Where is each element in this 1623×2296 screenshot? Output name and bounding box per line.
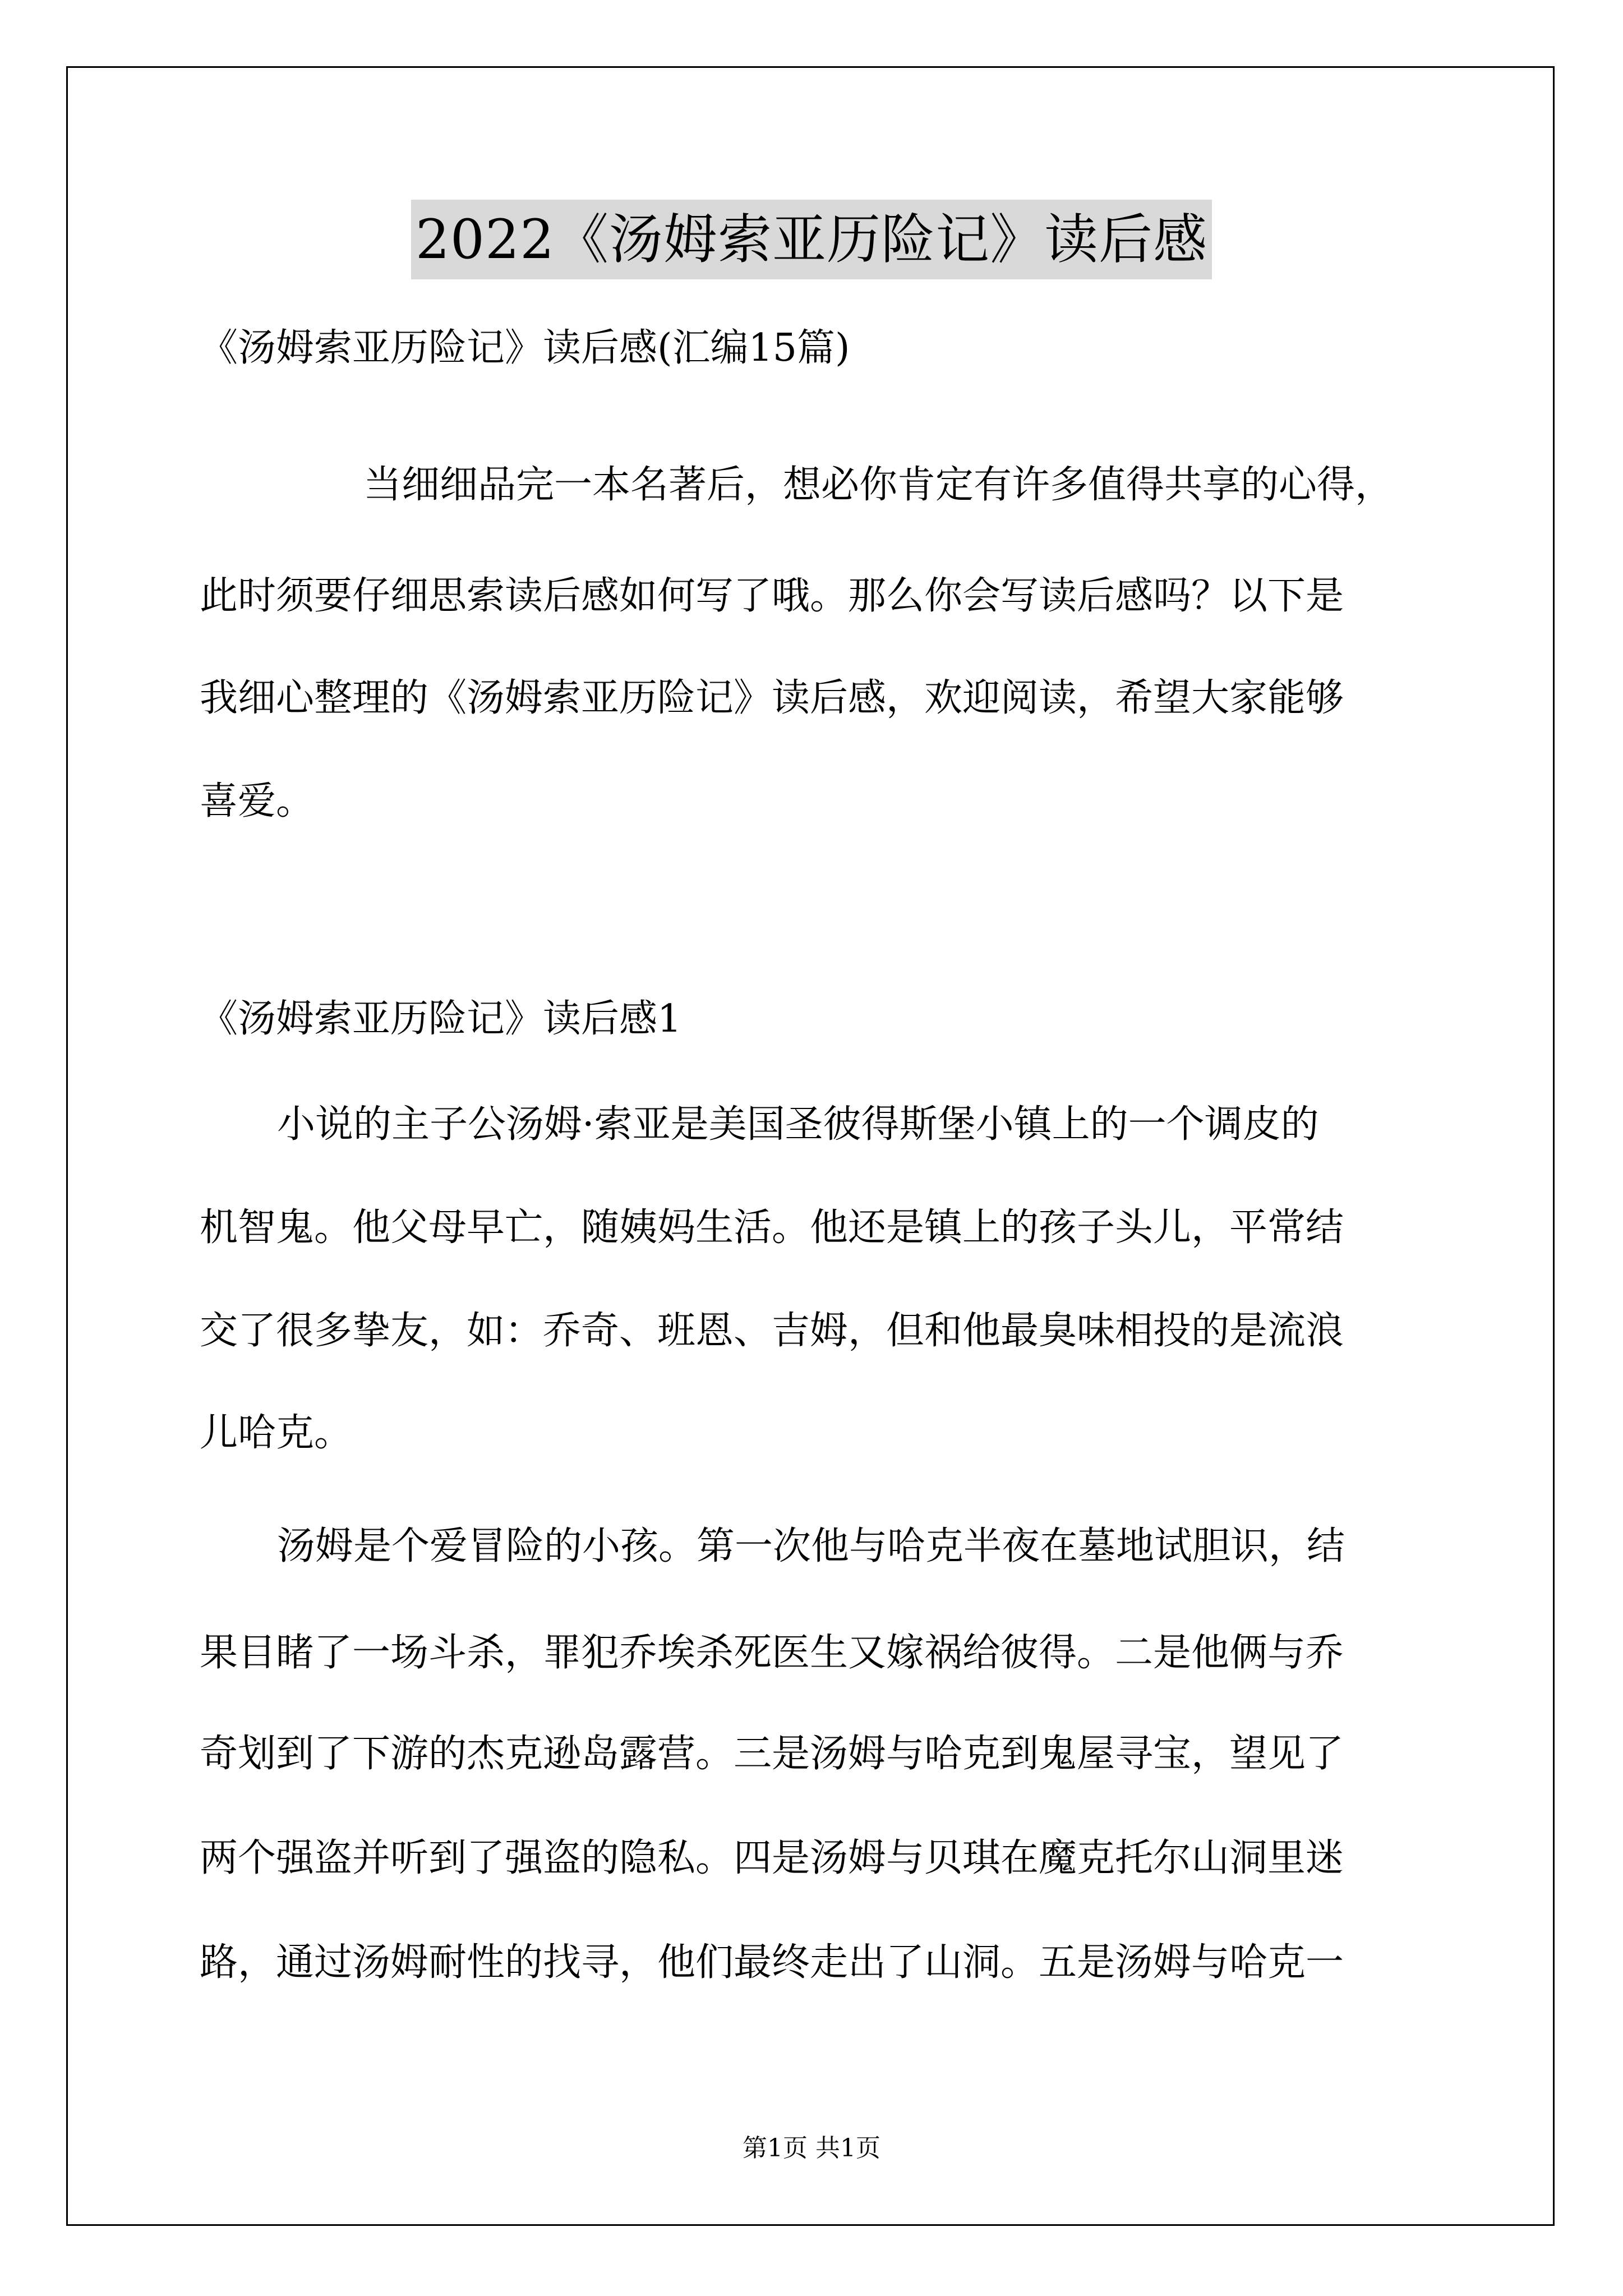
intro-line: 我细心整理的《汤姆索亚历险记》读后感，欢迎阅读，希望大家能够 — [200, 676, 1344, 720]
paragraph-line: 机智鬼。他父母早亡，随姨妈生活。他还是镇上的孩子头儿，平常结 — [200, 1205, 1344, 1250]
paragraph-line: 果目睹了一场斗杀，罪犯乔埃杀死医生又嫁祸给彼得。二是他俩与乔 — [200, 1631, 1344, 1675]
intro-line: 此时须要仔细思索读后感如何写了哦。那么你会写读后感吗？以下是 — [200, 574, 1344, 618]
page-footer: 第1页 共1页 — [743, 2134, 880, 2162]
paragraph-line: 儿哈克。 — [200, 1411, 353, 1455]
paragraph-line: 路，通过汤姆耐性的找寻，他们最终走出了山洞。五是汤姆与哈克一 — [200, 1940, 1344, 1985]
document-title-wrapper — [0, 200, 1623, 279]
paragraph-line: 奇划到了下游的杰克逊岛露营。三是汤姆与哈克到鬼屋寻宝，望见了 — [200, 1732, 1344, 1776]
paragraph-line: 汤姆是个爱冒险的小孩。第一次他与哈克半夜在墓地试胆识，结 — [277, 1524, 1345, 1568]
document-title: 2022《汤姆索亚历险记》读后感 — [411, 200, 1212, 279]
intro-line: 喜爱。 — [200, 779, 315, 823]
section-heading: 《汤姆索亚历险记》读后感1 — [200, 997, 682, 1041]
paragraph-line: 两个强盗并听到了强盗的隐私。四是汤姆与贝琪在魔克托尔山洞里迷 — [200, 1836, 1344, 1880]
intro-line: 当细细品完一本名著后，想必你肯定有许多值得共享的心得， — [363, 463, 1394, 507]
paragraph-line: 交了很多挚友，如：乔奇、班恩、吉姆，但和他最臭味相投的是流浪 — [200, 1309, 1344, 1353]
paragraph-line: 小说的主子公汤姆·索亚是美国圣彼得斯堡小镇上的一个调皮的 — [277, 1102, 1319, 1147]
document-subtitle: 《汤姆索亚历险记》读后感(汇编15篇) — [200, 326, 850, 370]
